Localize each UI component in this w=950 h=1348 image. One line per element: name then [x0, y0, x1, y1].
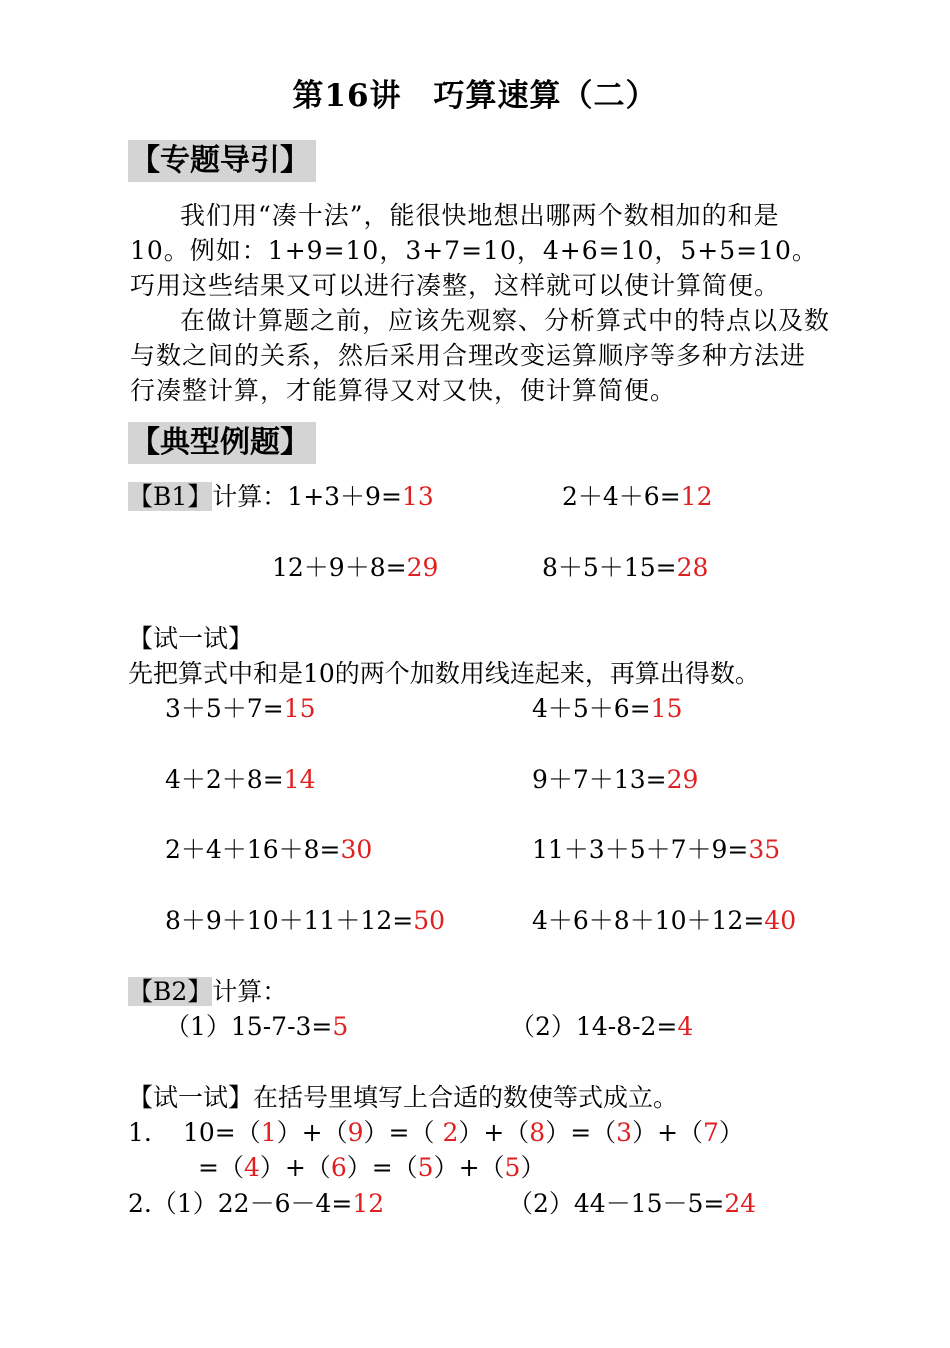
- b2-expr-1: （1）15-7-3=: [165, 1012, 333, 1041]
- try1-expr: 11＋3＋5＋7＋9=: [532, 835, 749, 864]
- b1-label: 计算：: [212, 482, 288, 511]
- intro-paragraphs: [130, 198, 830, 408]
- text: ）=（: [346, 1153, 418, 1182]
- text: ）: [718, 1118, 744, 1147]
- text: ）=（: [363, 1118, 443, 1147]
- answer: 2: [442, 1118, 459, 1147]
- answer: 6: [330, 1153, 347, 1182]
- b2-item-1: [165, 1010, 348, 1044]
- b1-expr-1: 1+3＋9=: [287, 482, 402, 511]
- text: ）+（: [259, 1153, 331, 1182]
- intro-paragraph-1: 我们用“凑十法”，能很快地想出哪两个数相加的和是10。例如：1+9=10，3+7=10，4+6=10，5+5=10。巧用这些结果又可以进行凑整，这样就可以使计算简便。: [130, 201, 818, 300]
- b1-answer-4: 28: [676, 553, 709, 582]
- b2-tag: 【B2】: [128, 977, 213, 1006]
- try2-line-3-item-2: [508, 1187, 756, 1221]
- b1-row: [128, 480, 434, 514]
- try2-line-1-number: 1.: [128, 1118, 152, 1147]
- try1-item: [165, 763, 315, 797]
- intro-paragraph-2: 在做计算题之前，应该先观察、分析算式中的特点以及数与数之间的关系，然后采用合理改变运算顺序等多种方法进行凑整计算，才能算得又对又快，使计算简便。: [130, 306, 831, 405]
- b2-answer-2: 4: [677, 1012, 694, 1041]
- try1-answer: 35: [748, 835, 781, 864]
- b1-tag: 【B1】: [128, 482, 213, 511]
- text: ）+（: [632, 1118, 704, 1147]
- try1-heading: 【试一试】: [128, 624, 254, 653]
- try1-answer: 14: [283, 765, 316, 794]
- try1-item: [532, 833, 780, 867]
- try1-item: [165, 833, 372, 867]
- try2-heading: 【试一试】: [128, 1083, 254, 1112]
- try2-line-1: [183, 1116, 744, 1150]
- try1-answer: 30: [340, 835, 373, 864]
- try1-item: [532, 763, 698, 797]
- try1-expr: 3＋5＋7=: [165, 694, 284, 723]
- text: 10=（: [183, 1118, 261, 1147]
- answer: 1: [260, 1118, 277, 1147]
- try1-item: [532, 904, 796, 938]
- try2-instruction: 在括号里填写上合适的数使等式成立。: [253, 1083, 679, 1112]
- answer: 5: [504, 1153, 521, 1182]
- try1-expr: 4＋6＋8＋10＋12=: [532, 906, 765, 935]
- try2-expr: （2）44－15－5=: [508, 1189, 725, 1218]
- answer: 5: [417, 1153, 434, 1182]
- text: =（: [198, 1153, 244, 1182]
- try1-expr: 2＋4＋16＋8=: [165, 835, 341, 864]
- b2-row: [128, 975, 287, 1009]
- b2-answer-1: 5: [332, 1012, 349, 1041]
- page-title: 第16讲 巧算速算（二）: [292, 78, 658, 114]
- section-heading-guide: 【专题导引】: [128, 140, 316, 182]
- answer: 8: [529, 1118, 546, 1147]
- try1-answer: 15: [283, 694, 316, 723]
- try1-expr: 8＋9＋10＋11＋12=: [165, 906, 414, 935]
- try2-expr: 2.（1）22－6－4=: [128, 1189, 353, 1218]
- try2-answer: 12: [352, 1189, 385, 1218]
- answer: 7: [703, 1118, 719, 1147]
- b2-expr-2: （2）14-8-2=: [510, 1012, 678, 1041]
- try2-row: [128, 1081, 678, 1115]
- try1-answer: 50: [413, 906, 446, 935]
- section-heading-examples: 【典型例题】: [128, 422, 316, 464]
- try2-line-3-item-1: [128, 1187, 384, 1221]
- try1-instruction: 先把算式中和是10的两个加数用线连起来，再算出得数。: [128, 659, 760, 688]
- try1-item: [165, 904, 445, 938]
- try1-answer: 15: [650, 694, 683, 723]
- b1-item-3: [272, 551, 438, 585]
- text: ）=（: [545, 1118, 617, 1147]
- b1-item-2: [562, 480, 712, 514]
- b1-answer-2: 12: [680, 482, 713, 511]
- try2-line-2: [198, 1151, 545, 1185]
- b1-answer-3: 29: [406, 553, 439, 582]
- b1-answer-1: 13: [401, 482, 434, 511]
- b2-item-2: [510, 1010, 693, 1044]
- try1-answer: 40: [764, 906, 797, 935]
- b1-item-4: [542, 551, 708, 585]
- try2-answer: 24: [724, 1189, 757, 1218]
- text: ）: [520, 1153, 546, 1182]
- answer: 4: [243, 1153, 260, 1182]
- try1-expr: 9＋7＋13=: [532, 765, 667, 794]
- text: ）+（: [458, 1118, 530, 1147]
- b2-label: 计算：: [212, 977, 288, 1006]
- b1-expr-3: 12＋9＋8=: [272, 553, 407, 582]
- try1-expr: 4＋2＋8=: [165, 765, 284, 794]
- try1-answer: 29: [666, 765, 699, 794]
- b1-expr-4: 8＋5＋15=: [542, 553, 677, 582]
- try1-item: [165, 692, 315, 726]
- b1-expr-2: 2＋4＋6=: [562, 482, 681, 511]
- text: ）+（: [276, 1118, 348, 1147]
- answer: 3: [616, 1118, 633, 1147]
- try1-item: [532, 692, 682, 726]
- answer: 9: [347, 1118, 364, 1147]
- try1-expr: 4＋5＋6=: [532, 694, 651, 723]
- text: ）+（: [433, 1153, 505, 1182]
